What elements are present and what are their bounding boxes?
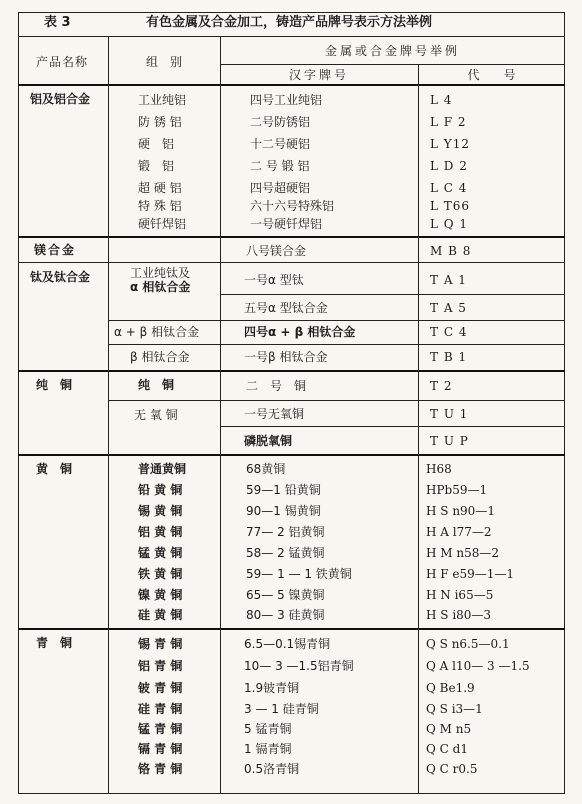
rule-title xyxy=(18,36,565,37)
bronze-name-6: 1 镉青铜 xyxy=(244,742,292,756)
brass-name-1: 68黄铜 xyxy=(246,462,286,476)
mg-name: 八号镁合金 xyxy=(246,244,307,258)
table-label: 表 3 xyxy=(44,15,71,30)
brass-code-2: HPb59—1 xyxy=(426,483,488,497)
al-name-3: 十二号硬铝 xyxy=(250,137,311,151)
brass-name-3: 90—1 锡黄铜 xyxy=(246,504,321,518)
category-aluminum: 铝及铝合金 xyxy=(30,92,91,106)
ti-code-2: T A 5 xyxy=(430,301,467,315)
bronze-code-1: Q S n6.5—0.1 xyxy=(426,637,510,651)
brass-name-8: 80— 3 硅黄铜 xyxy=(246,608,325,622)
brass-group-4: 铝 黄 铜 xyxy=(138,525,183,539)
al-code-7: L Q 1 xyxy=(430,217,469,231)
bronze-group-1: 锡 青 铜 xyxy=(138,637,183,651)
brass-group-3: 锡 黄 铜 xyxy=(138,504,183,518)
table-title: 有色金属及合金加工，铸造产品牌号表示方法举例 xyxy=(146,15,433,30)
brass-name-7: 65— 5 镍黄铜 xyxy=(246,588,325,602)
brass-group-2: 铅 黄 铜 xyxy=(138,483,183,497)
brass-code-5: H M n58—2 xyxy=(426,546,500,560)
brass-code-7: H N i65—5 xyxy=(426,588,494,602)
category-titanium: 钛及钛合金 xyxy=(30,270,91,284)
bronze-name-3: 1.9铍青铜 xyxy=(244,681,300,695)
mg-code: M B 8 xyxy=(430,244,472,258)
bronze-code-3: Q Be1.9 xyxy=(426,681,475,695)
al-code-2: L F 2 xyxy=(430,115,467,129)
bronze-group-6: 镉 青 铜 xyxy=(138,742,183,756)
cu-name-1: 二 号 铜 xyxy=(246,379,307,393)
al-name-2: 二号防锈铝 xyxy=(250,115,311,129)
category-bronze: 青 铜 xyxy=(36,636,73,650)
table-frame xyxy=(18,12,565,794)
rule-copper xyxy=(18,454,565,456)
cu-code-2: T U 1 xyxy=(430,407,469,421)
bronze-code-6: Q C d1 xyxy=(426,742,468,756)
bronze-name-4: 3 — 1 硅青铜 xyxy=(244,702,319,716)
ti-group-1a: 工业纯钛及 xyxy=(130,266,191,280)
category-copper: 纯 铜 xyxy=(36,378,73,392)
rule-ti-3 xyxy=(108,344,565,345)
al-group-4: 锻 铝 xyxy=(138,159,175,173)
rule-cu-2 xyxy=(220,426,565,427)
rule-ti-2 xyxy=(108,320,565,321)
header-chinese-name: 汉字牌号 xyxy=(288,68,349,82)
ti-name-1: 一号α 型钛 xyxy=(244,273,304,287)
al-group-1: 工业纯铝 xyxy=(138,93,187,107)
rule-cu-1 xyxy=(108,400,565,401)
al-name-6: 六十六号特殊铝 xyxy=(250,199,335,213)
bronze-group-4: 硅 青 铜 xyxy=(138,702,183,716)
rule-titanium xyxy=(18,370,565,372)
rule-header-mid xyxy=(220,64,565,65)
cu-code-3: T U P xyxy=(430,434,469,448)
al-code-6: L T66 xyxy=(430,199,471,213)
cu-group-2: 无 氧 铜 xyxy=(134,408,178,422)
brass-group-6: 铁 黄 铜 xyxy=(138,567,183,581)
bronze-name-2: 10— 3 —1.5铝青铜 xyxy=(244,659,354,673)
brass-code-8: H S i80—3 xyxy=(426,608,492,622)
brass-name-5: 58— 2 锰黄铜 xyxy=(246,546,325,560)
al-name-1: 四号工业纯铝 xyxy=(250,93,323,107)
bronze-group-7: 铬 青 铜 xyxy=(138,762,183,776)
cu-group-1: 纯 铜 xyxy=(138,378,175,392)
bronze-name-5: 5 锰青铜 xyxy=(244,722,292,736)
brass-group-7: 镍 黄 铜 xyxy=(138,588,183,602)
brass-group-5: 锰 黄 铜 xyxy=(138,546,183,560)
rule-header xyxy=(18,84,565,86)
al-group-3: 硬 铝 xyxy=(138,137,175,151)
category-brass: 黄 铜 xyxy=(36,462,73,476)
ti-group-2: α + β 相钛合金 xyxy=(114,325,200,339)
cu-name-3: 磷脱氧铜 xyxy=(244,434,293,448)
brass-name-2: 59—1 铅黄铜 xyxy=(246,483,321,497)
rule-magnesium xyxy=(18,262,565,263)
ti-group-1b: α 相钛合金 xyxy=(130,280,191,294)
brass-name-4: 77— 2 铝黄铜 xyxy=(246,525,325,539)
bronze-code-2: Q A l10— 3 —1.5 xyxy=(426,659,530,673)
bronze-group-2: 铝 青 铜 xyxy=(138,659,183,673)
ti-name-2: 五号α 型钛合金 xyxy=(244,301,328,315)
brass-code-3: H S n90—1 xyxy=(426,504,495,518)
bronze-code-7: Q C r0.5 xyxy=(426,762,478,776)
cu-name-2: 一号无氧铜 xyxy=(244,407,305,421)
ti-code-3: T C 4 xyxy=(430,325,468,339)
al-code-4: L D 2 xyxy=(430,159,468,173)
brass-name-6: 59— 1 — 1 铁黄铜 xyxy=(246,567,352,581)
brass-group-1: 普通黄铜 xyxy=(138,462,187,476)
rule-brass xyxy=(18,628,565,630)
al-group-7: 硬钎焊铝 xyxy=(138,217,187,231)
al-name-7: 一号硬钎焊铝 xyxy=(250,217,323,231)
col-rule-3 xyxy=(418,64,419,794)
ti-group-3: β 相钛合金 xyxy=(130,350,190,364)
bronze-code-5: Q M n5 xyxy=(426,722,472,736)
bronze-name-7: 0.5洛青铜 xyxy=(244,762,300,776)
ti-name-4: 一号β 相钛合金 xyxy=(244,350,328,364)
al-name-4: 二 号 锻 铝 xyxy=(250,159,310,173)
ti-name-3: 四号α + β 相钛合金 xyxy=(244,325,356,339)
al-group-5: 超 硬 铝 xyxy=(138,181,182,195)
bronze-group-3: 铍 青 铜 xyxy=(138,681,183,695)
brass-group-8: 硅 黄 铜 xyxy=(138,608,183,622)
cu-code-1: T 2 xyxy=(430,379,453,393)
brass-code-1: H68 xyxy=(426,462,452,476)
al-group-2: 防 锈 铝 xyxy=(138,115,182,129)
al-name-5: 四号超硬铝 xyxy=(250,181,311,195)
rule-ti-1 xyxy=(220,294,565,295)
col-rule-1 xyxy=(108,36,109,794)
header-example: 金属或合金牌号举例 xyxy=(324,44,460,58)
al-group-6: 特 殊 铝 xyxy=(138,199,182,213)
bronze-code-4: Q S i3—1 xyxy=(426,702,483,716)
header-group: 组 别 xyxy=(145,55,182,69)
ti-code-4: T B 1 xyxy=(430,350,468,364)
bronze-group-5: 锰 青 铜 xyxy=(138,722,183,736)
al-code-1: L 4 xyxy=(430,93,453,107)
ti-code-1: T A 1 xyxy=(430,273,467,287)
bronze-name-1: 6.5—0.1锡青铜 xyxy=(244,637,331,651)
al-code-5: L C 4 xyxy=(430,181,468,195)
header-product-name: 产品名称 xyxy=(36,55,89,69)
brass-code-4: H A l77—2 xyxy=(426,525,492,539)
rule-aluminum xyxy=(18,236,565,238)
brass-code-6: H F e59—1—1 xyxy=(426,567,515,581)
header-code: 代 号 xyxy=(467,68,516,82)
al-code-3: L Y12 xyxy=(430,137,470,151)
category-magnesium: 镁合金 xyxy=(34,243,77,257)
col-rule-2 xyxy=(220,36,221,794)
